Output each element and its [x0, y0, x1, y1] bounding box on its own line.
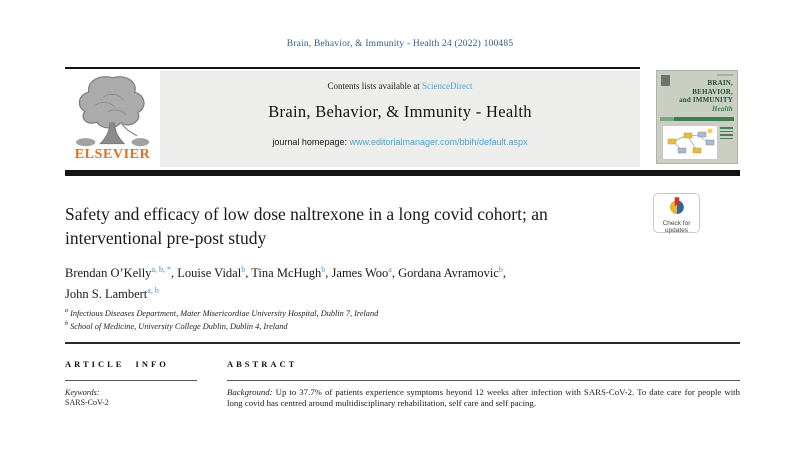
contents-line — [160, 71, 640, 91]
cover-title-line: BEHAVIOR, — [692, 87, 733, 96]
homepage-line — [160, 137, 640, 147]
author-sup[interactable]: b — [241, 265, 246, 274]
abstract-underline — [227, 380, 740, 381]
elsevier-wordmark: ELSEVIER — [74, 147, 151, 162]
contents-prefix: Contents lists available at — [327, 81, 422, 91]
author-sup[interactable]: a, b — [147, 286, 159, 296]
elsevier-tree-icon — [72, 73, 154, 147]
cover-band-accent — [660, 117, 674, 121]
section-top-rule — [65, 342, 740, 344]
cover-editor-names — [720, 127, 733, 141]
author-sup[interactable]: a — [388, 265, 392, 274]
abstract-body-text: Up to 37.7% of patients experience symptoms beyond 12 weeks after infection with SARS-CoV-2. To date care for people with long covid has centred around multidisciplinary rehabilitation, self care and self pacing. — [227, 387, 740, 408]
article-title-line1: Safety and efficacy of low dose naltrexone in a long covid cohort; an — [65, 204, 548, 224]
author-name: Brendan O’Kelly — [65, 266, 152, 281]
article-info-heading: ARTICLE INFO — [65, 359, 169, 369]
homepage-prefix: journal homepage: — [272, 137, 350, 147]
badge-text-line1: Check for — [662, 220, 691, 227]
homepage-link[interactable]: www.editorialmanager.com/bbih/default.aspx — [349, 137, 528, 147]
author-name: James Woo — [331, 266, 389, 281]
badge-text-line2: updates — [664, 227, 689, 234]
cover-issue-line — [717, 74, 733, 76]
cover-flowchart-art — [663, 126, 718, 160]
author-list — [65, 261, 705, 303]
cover-art-panel — [662, 125, 718, 160]
author-line2 — [65, 282, 705, 303]
crossmark-icon — [669, 197, 685, 215]
cover-title-line: and IMMUNITY — [679, 96, 733, 104]
affiliation-sup: a — [65, 308, 68, 314]
header-top-rule — [65, 67, 640, 69]
author-sup[interactable]: b — [498, 265, 503, 274]
author-name: Louise Vidal — [177, 266, 242, 281]
article-title-line2: interventional pre-post study — [65, 227, 267, 248]
header-separator-bar — [65, 170, 740, 176]
author-sup[interactable]: b — [321, 265, 326, 274]
journal-cover-thumbnail[interactable] — [656, 70, 738, 164]
cover-title-health: Health — [711, 104, 733, 113]
journal-header-panel — [160, 71, 640, 167]
author-name: John S. Lambert — [65, 287, 148, 302]
cover-band — [660, 117, 734, 121]
article-info-underline — [65, 380, 197, 381]
affiliation-text: Infectious Diseases Department, Mater Misericordiae University Hospital, Dublin 7, Ireland — [70, 308, 379, 318]
sciencedirect-link[interactable]: ScienceDirect — [422, 81, 473, 91]
author-name: Tina McHugh — [251, 266, 322, 281]
abstract-heading: ABSTRACT — [227, 359, 298, 369]
journal-title: Brain, Behavior, & Immunity - Health — [268, 102, 532, 121]
keywords-label: Keywords: — [65, 388, 100, 397]
author-sup[interactable]: a, b, * — [151, 265, 171, 274]
elsevier-logo — [65, 71, 160, 167]
keyword-item: SARS-CoV-2 — [65, 398, 109, 407]
author-name: Gordana Avramovic — [398, 266, 499, 281]
cover-title — [679, 79, 733, 113]
affiliation-sup: b — [65, 320, 68, 327]
abstract-text — [227, 387, 740, 410]
abstract-lead: Background: — [227, 387, 273, 397]
affiliation-row — [65, 319, 378, 332]
affiliation-row — [65, 306, 378, 319]
author-line1: Brendan O’Kelly$^{a, b, *}$, Louise Vidal$^b$, Tina McHugh$^b$, James Woo$^a$, Gordana Avramovic$^b$, — [65, 265, 506, 281]
cover-title-line: BRAIN, — [707, 79, 733, 87]
page-citation: Brain, Behavior, & Immunity - Health 24 (2022) 100485 — [286, 39, 514, 49]
cover-publisher-mark-icon — [661, 75, 670, 86]
article-title — [65, 203, 665, 250]
affiliation-text: School of Medicine, University College Dublin, Dublin 4, Ireland — [70, 321, 288, 331]
affiliation-list — [65, 306, 378, 332]
